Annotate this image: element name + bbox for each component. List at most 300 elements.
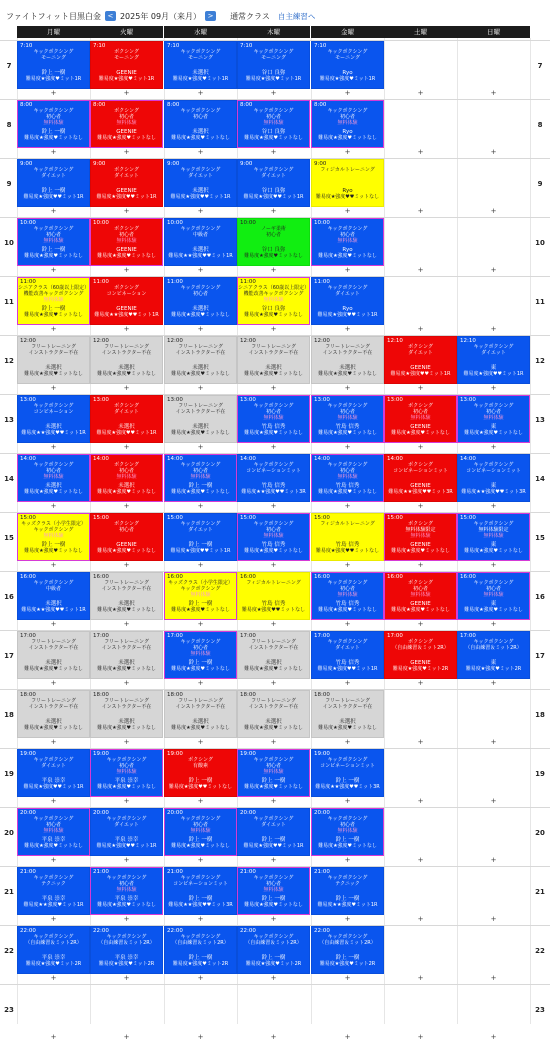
add-slot-button[interactable]: + [490, 679, 497, 687]
add-slot-button[interactable]: + [417, 207, 424, 215]
class-card[interactable] [17, 690, 90, 738]
add-slot-button[interactable]: + [197, 148, 204, 156]
add-slot-button[interactable]: + [490, 1033, 497, 1041]
difficulty-line: 難易度★強度♥ミット1R [25, 75, 82, 82]
class-name: キックボクシング [33, 226, 74, 232]
add-slot-button[interactable]: + [344, 915, 351, 923]
add-slot-button[interactable]: + [417, 502, 424, 510]
add-slot-button[interactable]: + [490, 266, 497, 274]
difficulty-line: 難易度★強度♥ミットなし [244, 370, 303, 377]
add-slot-button[interactable]: + [50, 502, 57, 510]
difficulty-line: 難易度★強度♥ミットなし [171, 606, 230, 613]
add-slot-button[interactable]: + [344, 89, 351, 97]
add-slot-button[interactable]: + [270, 915, 277, 923]
difficulty-line: 難易度★★強度♥♥ミット1R [21, 429, 86, 436]
class-card[interactable] [237, 100, 310, 148]
hour-label-right: 23 [535, 1006, 545, 1014]
add-slot-button[interactable]: + [50, 679, 57, 687]
add-slot-button[interactable]: + [270, 89, 277, 97]
add-slot-button[interactable]: + [270, 561, 277, 569]
class-card[interactable] [164, 926, 237, 974]
add-slot-button[interactable]: + [417, 679, 424, 687]
class-card[interactable] [17, 41, 90, 89]
class-time: 20:00 [167, 810, 183, 816]
class-time: 14:00 [460, 456, 476, 462]
add-slot-button[interactable]: + [50, 856, 57, 864]
class-name: フィジカルトレーニング [320, 521, 375, 527]
instructor-name: 未選択 [265, 659, 282, 666]
add-slot-button[interactable]: + [123, 207, 130, 215]
trial-tag [18, 415, 89, 421]
class-name: フリートレーニング [104, 344, 149, 350]
add-slot-button[interactable]: + [344, 856, 351, 864]
hour-label-right: 19 [535, 770, 545, 778]
class-card[interactable] [164, 749, 237, 797]
class-card[interactable] [457, 572, 530, 620]
add-slot-button[interactable]: + [50, 207, 57, 215]
trial-tag: 無料体験 [337, 474, 358, 481]
class-card[interactable] [311, 218, 384, 266]
class-name: キックボクシング [253, 875, 294, 881]
instructor-name: 鈴上 一樹 [261, 954, 286, 961]
add-slot-button[interactable]: + [197, 89, 204, 97]
trial-tag: 無料体験 [410, 533, 431, 540]
add-slot-button[interactable]: + [490, 915, 497, 923]
class-card[interactable] [311, 100, 384, 148]
class-card[interactable] [311, 513, 384, 561]
class-card[interactable] [237, 926, 310, 974]
class-card[interactable] [90, 808, 163, 856]
add-slot-button[interactable]: + [344, 738, 351, 746]
add-slot-button[interactable]: + [417, 443, 424, 451]
class-name: キックボクシング [33, 108, 74, 114]
add-slot-button[interactable]: + [417, 797, 424, 805]
class-name: キックボクシング [33, 580, 74, 586]
class-card[interactable] [90, 572, 163, 620]
class-card[interactable] [384, 454, 457, 502]
class-card[interactable] [457, 631, 530, 679]
class-card[interactable] [311, 690, 384, 738]
add-slot-button[interactable]: + [197, 856, 204, 864]
class-name: フリートレーニング [251, 639, 296, 645]
add-slot-button[interactable]: + [344, 679, 351, 687]
class-card[interactable] [164, 690, 237, 738]
self-practice-link[interactable]: 自主練習へ [277, 11, 316, 21]
add-slot-button[interactable]: + [417, 266, 424, 274]
add-slot-button[interactable]: + [490, 325, 497, 333]
class-card[interactable] [384, 631, 457, 679]
add-slot-button[interactable]: + [123, 620, 130, 628]
class-card[interactable] [17, 100, 90, 148]
add-slot-button[interactable]: + [344, 974, 351, 982]
difficulty-line: 難易度★★強度♥♥ミット3R [461, 488, 526, 495]
class-card[interactable] [237, 336, 310, 384]
class-card[interactable] [384, 572, 457, 620]
class-card[interactable] [237, 395, 310, 443]
class-card[interactable] [311, 395, 384, 443]
add-slot-button[interactable]: + [490, 89, 497, 97]
class-name: フリートレーニング [178, 344, 223, 350]
add-slot-button[interactable]: + [197, 561, 204, 569]
add-slot-button[interactable]: + [197, 384, 204, 392]
add-slot-button[interactable]: + [270, 738, 277, 746]
add-slot-button[interactable]: + [50, 266, 57, 274]
add-slot-button[interactable]: + [123, 738, 130, 746]
prev-month-button[interactable]: < [105, 11, 116, 21]
class-card[interactable] [17, 926, 90, 974]
class-card[interactable] [90, 277, 163, 325]
class-card[interactable] [164, 808, 237, 856]
add-slot-button[interactable]: + [123, 915, 130, 923]
add-slot-button[interactable]: + [50, 325, 57, 333]
class-card[interactable] [17, 808, 90, 856]
add-slot-button[interactable]: + [417, 915, 424, 923]
class-card[interactable] [237, 513, 310, 561]
class-time: 13:00 [167, 397, 183, 403]
add-slot-button[interactable]: + [417, 89, 424, 97]
add-slot-button[interactable]: + [123, 148, 130, 156]
class-card[interactable] [237, 41, 310, 89]
class-card[interactable] [311, 159, 384, 207]
add-slot-button[interactable]: + [270, 384, 277, 392]
instructor-name: GEENIE [410, 423, 431, 430]
class-card[interactable] [90, 336, 163, 384]
class-name: ボクシング [188, 757, 213, 763]
add-slot-button[interactable]: + [270, 266, 277, 274]
class-card[interactable] [457, 395, 530, 443]
difficulty-line: 難易度★強度♥ミット1R [172, 75, 229, 82]
add-slot-button[interactable]: + [123, 443, 130, 451]
add-slot-button[interactable]: + [50, 1033, 57, 1041]
add-slot-button[interactable]: + [197, 1033, 204, 1041]
difficulty-line: 難易度★強度♥ミット2R [98, 960, 155, 967]
add-slot-button[interactable]: + [123, 502, 130, 510]
hour-label-left: 7 [6, 62, 12, 70]
instructor-name: 鈴上 一樹 [335, 954, 360, 961]
add-slot-button[interactable]: + [417, 384, 424, 392]
difficulty-line: 難易度★強度♥ミット2R [172, 960, 229, 967]
class-card[interactable] [17, 513, 90, 561]
add-slot-button[interactable]: + [50, 797, 57, 805]
add-slot-button[interactable]: + [50, 561, 57, 569]
class-time: 17:00 [314, 633, 330, 639]
add-slot-button[interactable]: + [344, 266, 351, 274]
class-subtitle: 初心者 [118, 114, 134, 121]
trial-tag [312, 887, 383, 893]
class-name: ボクシング [408, 639, 433, 645]
class-name: ボクシング [114, 49, 139, 55]
class-card[interactable] [311, 749, 384, 797]
class-subtitle: ダイエット [41, 763, 66, 770]
class-card[interactable] [90, 454, 163, 502]
class-card[interactable] [164, 867, 237, 915]
class-subtitle: 初心者 [339, 409, 355, 416]
class-card[interactable] [164, 572, 237, 620]
trial-tag: 無料体験 [483, 592, 504, 599]
class-card[interactable] [457, 454, 530, 502]
class-card[interactable] [311, 808, 384, 856]
instructor-name: 竹島 信秀 [261, 482, 286, 489]
add-slot-button[interactable]: + [344, 384, 351, 392]
class-card[interactable] [311, 867, 384, 915]
add-slot-button[interactable]: + [50, 384, 57, 392]
class-card[interactable] [457, 336, 530, 384]
add-slot-button[interactable]: + [344, 207, 351, 215]
add-slot-button[interactable]: + [50, 738, 57, 746]
class-name: フィジカルトレーニング [320, 167, 375, 173]
add-slot-button[interactable]: + [270, 148, 277, 156]
class-card[interactable] [237, 690, 310, 738]
add-slot-button[interactable]: + [344, 797, 351, 805]
add-slot-button[interactable]: + [270, 1033, 277, 1041]
difficulty-line: 難易度★強度♥ミットなし [244, 134, 303, 141]
class-card[interactable] [311, 454, 384, 502]
instructor-name: 平泉 崇幸 [41, 895, 66, 902]
class-name: ボクシング [114, 108, 139, 114]
add-slot-button[interactable]: + [123, 1033, 130, 1041]
class-card[interactable] [384, 395, 457, 443]
add-slot-button[interactable]: + [417, 974, 424, 982]
class-card[interactable] [237, 277, 310, 325]
class-card[interactable] [17, 395, 90, 443]
class-card[interactable] [17, 218, 90, 266]
class-name: キッズクラス（小学生限定） [21, 521, 86, 527]
trial-tag: 無料体験 [190, 651, 211, 658]
instructor-name: 鈴上 一樹 [188, 777, 213, 784]
add-slot-button[interactable]: + [50, 620, 57, 628]
class-card[interactable] [311, 41, 384, 89]
class-time: 22:00 [93, 928, 109, 934]
difficulty-line: 難易度★強度♥ミットなし [24, 370, 83, 377]
class-card[interactable] [90, 631, 163, 679]
add-slot-button[interactable]: + [417, 1033, 424, 1041]
add-slot-button[interactable]: + [197, 797, 204, 805]
add-slot-button[interactable]: + [50, 915, 57, 923]
difficulty-line: 難易度★強度♥ミットなし [244, 783, 303, 790]
trial-tag [312, 946, 383, 952]
class-card[interactable] [164, 395, 237, 443]
trial-tag [91, 415, 162, 421]
class-time: 8:00 [314, 102, 327, 108]
add-slot-button[interactable]: + [270, 856, 277, 864]
class-name: ボクシング [114, 521, 139, 527]
add-slot-button[interactable]: + [270, 974, 277, 982]
class-time: 10:00 [93, 220, 109, 226]
add-slot-button[interactable]: + [197, 207, 204, 215]
class-card[interactable] [90, 749, 163, 797]
class-subtitle: 初心者 [339, 232, 355, 239]
class-card[interactable] [164, 631, 237, 679]
add-slot-button[interactable]: + [197, 325, 204, 333]
class-card[interactable] [311, 336, 384, 384]
add-slot-button[interactable]: + [270, 325, 277, 333]
add-slot-button[interactable]: + [123, 679, 130, 687]
add-slot-button[interactable]: + [270, 797, 277, 805]
class-name: キックボクシング [180, 49, 221, 55]
class-card[interactable] [237, 572, 310, 620]
studio-name: ファイトフィット目黒白金 [6, 11, 101, 21]
class-card[interactable] [237, 867, 310, 915]
trial-tag [18, 769, 89, 775]
class-card[interactable] [237, 454, 310, 502]
class-time: 19:00 [314, 751, 330, 757]
add-slot-button[interactable]: + [197, 974, 204, 982]
class-card[interactable] [90, 926, 163, 974]
class-card[interactable] [17, 572, 90, 620]
add-slot-button[interactable]: + [490, 620, 497, 628]
trial-tag [165, 356, 236, 362]
add-slot-button[interactable]: + [123, 325, 130, 333]
add-slot-button[interactable]: + [490, 207, 497, 215]
class-card[interactable] [90, 41, 163, 89]
class-card[interactable] [311, 631, 384, 679]
next-month-button[interactable]: > [205, 11, 216, 21]
add-slot-button[interactable]: + [50, 974, 57, 982]
class-card[interactable] [164, 513, 237, 561]
add-slot-button[interactable]: + [50, 148, 57, 156]
class-card[interactable] [237, 218, 310, 266]
class-card[interactable] [237, 631, 310, 679]
class-subtitle: 初心者 [45, 114, 61, 121]
add-slot-button[interactable]: + [417, 738, 424, 746]
add-slot-button[interactable]: + [344, 561, 351, 569]
add-slot-button[interactable]: + [197, 266, 204, 274]
class-time: 10:00 [314, 220, 330, 226]
class-subtitle: インストラクター不在 [101, 704, 152, 711]
add-slot-button[interactable]: + [270, 443, 277, 451]
add-slot-button[interactable]: + [50, 443, 57, 451]
add-slot-button[interactable]: + [123, 974, 130, 982]
add-slot-button[interactable]: + [490, 502, 497, 510]
add-slot-button[interactable]: + [270, 620, 277, 628]
class-card[interactable] [90, 867, 163, 915]
add-slot-button[interactable]: + [123, 561, 130, 569]
add-slot-button[interactable]: + [197, 502, 204, 510]
class-card[interactable] [17, 277, 90, 325]
add-slot-button[interactable]: + [417, 325, 424, 333]
class-card[interactable] [457, 513, 530, 561]
add-slot-button[interactable]: + [197, 620, 204, 628]
add-slot-button[interactable]: + [490, 148, 497, 156]
class-card[interactable] [17, 749, 90, 797]
add-slot-button[interactable]: + [270, 502, 277, 510]
instructor-name: 未選択 [118, 600, 135, 607]
class-name: キックボクシング [327, 403, 368, 409]
class-time: 15:00 [460, 515, 476, 521]
class-card[interactable] [237, 808, 310, 856]
difficulty-line: 難易度★強度♥ミットなし [97, 252, 156, 259]
class-card[interactable] [384, 336, 457, 384]
class-card[interactable] [384, 513, 457, 561]
trial-tag [91, 356, 162, 362]
day-header: 水曜 [164, 26, 237, 38]
class-name: キックボクシング [473, 580, 514, 586]
class-time: 12:00 [167, 338, 183, 344]
class-card[interactable] [90, 395, 163, 443]
add-slot-button[interactable]: + [270, 679, 277, 687]
class-card[interactable] [17, 336, 90, 384]
add-slot-button[interactable]: + [490, 856, 497, 864]
class-time: 8:00 [20, 102, 33, 108]
trial-tag [312, 651, 383, 657]
add-slot-button[interactable]: + [344, 148, 351, 156]
class-subtitle: インストラクター不在 [175, 409, 226, 416]
class-card[interactable] [90, 159, 163, 207]
add-slot-button[interactable]: + [344, 502, 351, 510]
class-card[interactable] [90, 218, 163, 266]
difficulty-line: 難易度★強度♥ミットなし [24, 724, 83, 731]
class-card[interactable] [164, 336, 237, 384]
class-card[interactable] [17, 631, 90, 679]
class-subtitle: 無料体験限定 [478, 527, 509, 534]
add-slot-button[interactable]: + [197, 679, 204, 687]
hour-label-right: 13 [535, 416, 545, 424]
add-slot-button[interactable]: + [490, 738, 497, 746]
class-card[interactable] [90, 690, 163, 738]
add-slot-button[interactable]: + [123, 384, 130, 392]
class-card[interactable] [237, 159, 310, 207]
add-slot-button[interactable]: + [123, 856, 130, 864]
trial-tag [91, 297, 162, 303]
trial-tag [385, 356, 456, 362]
difficulty-line: 難易度★強度♥♥ミットなし [315, 193, 380, 200]
class-time: 8:00 [167, 102, 180, 108]
add-slot-button[interactable]: + [490, 561, 497, 569]
instructor-name: 竹島 信秀 [261, 600, 286, 607]
add-slot-button[interactable]: + [344, 325, 351, 333]
class-card[interactable] [90, 100, 163, 148]
instructor-name: 未選択 [118, 423, 135, 430]
add-slot-button[interactable]: + [123, 797, 130, 805]
add-slot-button[interactable]: + [417, 620, 424, 628]
class-card[interactable] [164, 277, 237, 325]
add-slot-button[interactable]: + [490, 974, 497, 982]
class-card[interactable] [311, 277, 384, 325]
trial-tag [458, 651, 529, 657]
add-slot-button[interactable]: + [417, 561, 424, 569]
class-card[interactable] [237, 749, 310, 797]
class-card[interactable] [90, 513, 163, 561]
add-slot-button[interactable]: + [197, 443, 204, 451]
add-slot-button[interactable]: + [197, 738, 204, 746]
add-slot-button[interactable]: + [417, 148, 424, 156]
add-slot-button[interactable]: + [344, 620, 351, 628]
add-slot-button[interactable]: + [123, 266, 130, 274]
class-card[interactable] [164, 454, 237, 502]
add-slot-button[interactable]: + [197, 915, 204, 923]
class-name: キックボクシング [473, 344, 514, 350]
add-slot-button[interactable]: + [270, 207, 277, 215]
add-slot-button[interactable]: + [490, 797, 497, 805]
add-slot-button[interactable]: + [50, 89, 57, 97]
class-card[interactable] [311, 926, 384, 974]
class-card[interactable] [17, 159, 90, 207]
add-slot-button[interactable]: + [490, 443, 497, 451]
class-card[interactable] [17, 454, 90, 502]
class-card[interactable] [164, 159, 237, 207]
add-slot-button[interactable]: + [344, 1033, 351, 1041]
class-card[interactable] [311, 572, 384, 620]
add-slot-button[interactable]: + [344, 443, 351, 451]
class-time: 22:00 [167, 928, 183, 934]
add-slot-button[interactable]: + [490, 384, 497, 392]
add-slot-button[interactable]: + [417, 856, 424, 864]
add-slot-button[interactable]: + [123, 89, 130, 97]
class-card[interactable] [17, 867, 90, 915]
class-card[interactable] [164, 41, 237, 89]
class-card[interactable] [164, 218, 237, 266]
class-card[interactable] [164, 100, 237, 148]
